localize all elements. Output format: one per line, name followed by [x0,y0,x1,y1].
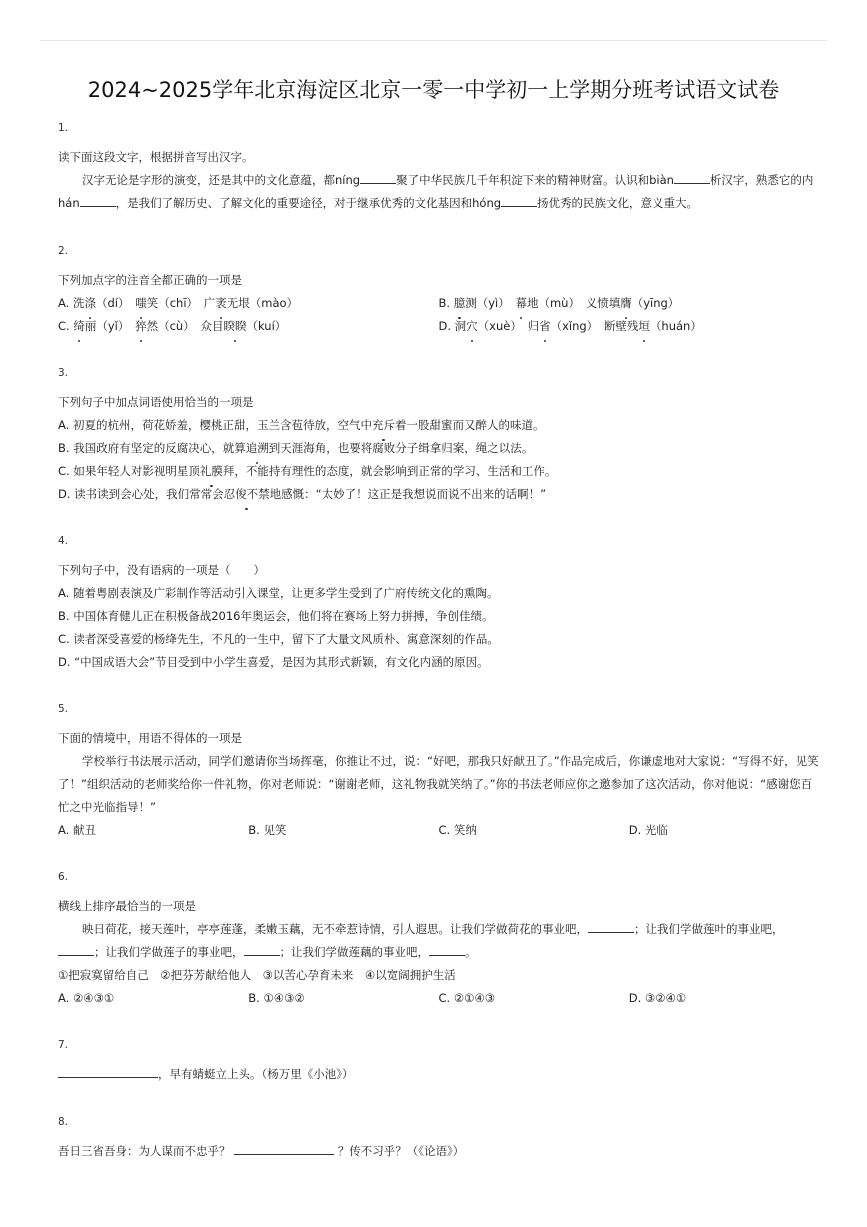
option-d[interactable]: D. “中国成语大会”节目受到中小学生喜爱，是因为其形式新颖，有文化内涵的原因。 [58,655,489,669]
question-5 [58,699,819,842]
option-a[interactable]: A. 初夏的杭州，荷花娇羞，樱桃正甜，玉兰含苞待放，空气中充斥着一股甜蜜而又醉人的味道。 [58,414,819,437]
option-d[interactable]: D. 读书读到会心处，我们常常会忍俊不禁地感慨：“太妙了！这正是我想说而说不出来的话啊！” [58,483,819,506]
question-number: 2. [58,245,69,257]
question-passage: 汉字无论是字形的演变，还是其中的文化意蕴，都níng 聚了中华民族几千年积淀下来的精神财富。认识和biàn 析汉字，熟悉它的内hán ，是我们了解历史、了解文化的重要途径，对于继承优秀的文化基因和hóng 扬优秀的民族文化，意义重大。 [58,169,819,215]
question-1 [58,118,819,215]
question-number: 5. [58,703,69,715]
question-number: 3. [58,367,69,379]
question-8 [58,1112,819,1163]
answer-blank[interactable] [58,941,94,956]
question-passage: 学校举行书法展示活动，同学们邀请你当场挥毫，你推让不过，说：“好吧，那我只好献丑了。”作品完成后，你谦虚地对大家说：“写得不好，见笑了！”组织活动的老师奖给你一件礼物，你对老师说：“谢谢老师，这礼物我就笑纳了。”你的书法老师应你之邀参加了这次活动，你对他说：“感谢您百忙之中光临指导！” [58,754,819,814]
answer-blank[interactable] [234,1140,334,1155]
answer-blank[interactable] [80,192,116,207]
option-c[interactable]: C. 笑纳 [438,823,477,837]
answer-blank[interactable] [674,169,710,184]
option-a[interactable]: A. 洗涤（dí） 嗤笑（chī） 广袤无垠（mào） [58,292,439,315]
question-prompt: 横线上排序最恰当的一项是 [58,899,196,913]
question-2 [58,241,819,338]
option-d[interactable]: D. 洞穴（xuè） 归省（xǐng） 断壁残垣（huán） [439,315,820,338]
question-6 [58,867,819,1010]
option-b[interactable]: B. 中国体育健儿正在积极备战2016年奥运会，他们将在赛场上努力拼搏，争创佳绩。 [58,609,494,623]
answer-blank[interactable] [360,169,396,184]
question-prompt: 下列句子中，没有语病的一项是（ ） [58,563,265,577]
question-number: 1. [58,122,69,134]
option-b[interactable]: B. 臆测（yì） 幕地（mù） 义愤填膺（yīng） [439,292,820,315]
option-c[interactable]: C. 绮丽（yǐ） 猝然（cù） 众目睽睽（kuí） [58,315,439,338]
option-c[interactable]: C. ②①④③ [438,991,496,1005]
answer-blank[interactable] [58,1063,158,1078]
answer-blank[interactable] [588,918,634,933]
answer-blank[interactable] [501,192,537,207]
question-prompt: 下列句子中加点词语使用恰当的一项是 [58,395,254,409]
question-line: 吾日三省吾身：为人谋而不忠乎？ ？传不习乎？（《论语》） [58,1140,819,1163]
question-prompt: 读下面这段文字，根据拼音写出汉字。 [58,150,254,164]
question-number: 8. [58,1116,69,1128]
option-b[interactable]: B. 我国政府有坚定的反腐决心，就算追溯到天涯海角，也要将腐败分子缉拿归案，绳之以法。 [58,437,819,460]
option-b[interactable]: B. 见笑 [248,823,287,837]
question-number: 7. [58,1039,69,1051]
question-7 [58,1035,819,1086]
option-c[interactable]: C. 读者深受喜爱的杨绛先生，不凡的一生中，留下了大量文风质朴、寓意深刻的作品。 [58,632,499,646]
question-number: 6. [58,871,69,883]
question-4 [58,531,819,674]
question-line: ，早有蜻蜓立上头。（杨万里《小池》） [58,1063,819,1086]
page-title: 2024~2025学年北京海淀区北京一零一中学初一上学期分班考试语文试卷 [87,78,780,102]
option-a[interactable]: A. 随着粤剧表演及广彩制作等活动引入课堂，让更多学生受到了广府传统文化的熏陶。 [58,586,499,600]
question-prompt: 下面的情境中，用语不得体的一项是 [58,731,242,745]
question-passage: 映日荷花，接天莲叶，亭亭莲蓬，柔嫩玉藕，无不牵惹诗情，引人遐思。让我们学做荷花的事业吧， ；让我们学做莲叶的事业吧，；让我们学做莲子的事业吧， ；让我们学做莲藕的事业吧， 。 [58,918,819,964]
option-b[interactable]: B. ①④③② [248,991,305,1005]
header-divider [40,40,827,41]
sentence-items: ①把寂寞留给自己 ②把芬芳献给他人 ③以苦心孕育未来 ④以宽阔拥护生活 [58,968,456,982]
option-d[interactable]: D. ③②④① [628,991,687,1005]
option-a[interactable]: A. ②④③① [58,991,115,1005]
option-d[interactable]: D. 光临 [628,823,668,837]
question-number: 4. [58,535,69,547]
answer-blank[interactable] [244,941,280,956]
option-c[interactable]: C. 如果年轻人对影视明星顶礼膜拜，不能持有理性的态度，就会影响到正常的学习、生活和工作。 [58,460,819,483]
question-prompt: 下列加点字的注音全都正确的一项是 [58,273,242,287]
option-a[interactable]: A. 献丑 [58,823,96,837]
question-3 [58,363,819,506]
answer-blank[interactable] [429,941,465,956]
